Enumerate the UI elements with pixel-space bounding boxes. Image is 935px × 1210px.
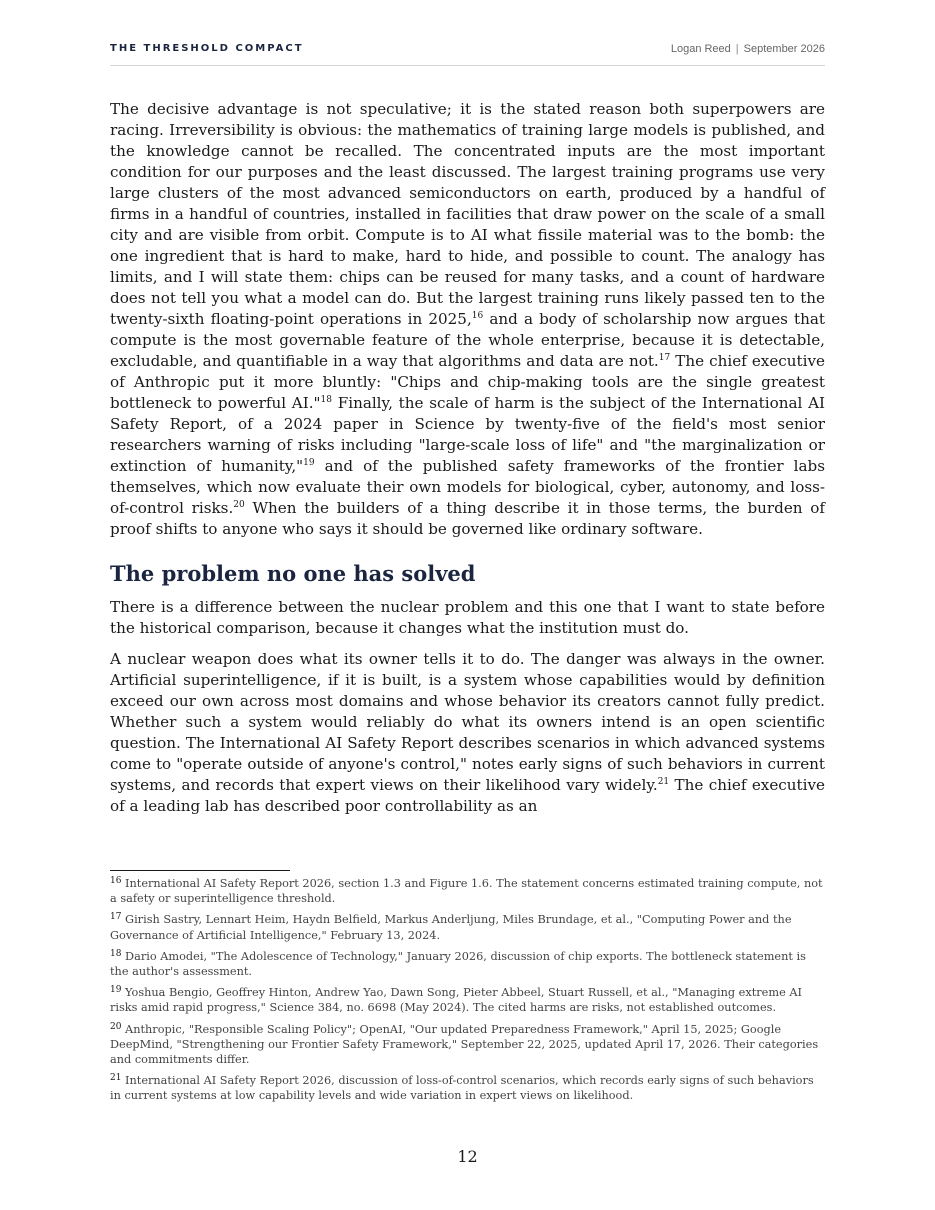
footnote-18 [110, 949, 825, 979]
body-paragraph-3 [110, 649, 825, 817]
footnote-17 [110, 912, 825, 942]
footnote-text: International AI Safety Report 2026, section 1.3 and Figure 1.6. The statement concerns estimated training compute, not a safety or superintelligence threshold. [110, 877, 823, 906]
running-header [110, 41, 825, 66]
paragraph-text: and of the published safety frameworks of the frontier labs themselves, which now evaluate their own models for biological, cyber, autonomy, and loss-of-control risks. [110, 457, 825, 517]
body-paragraph-2: There is a difference between the nuclear problem and this one that I want to state before the historical comparison, because it changes what the institution must do. [110, 598, 825, 637]
paragraph-text: When the builders of a thing describe it in those terms, the burden of proof shifts to anyone who says it should be governed like ordinary software. [110, 499, 826, 538]
footnote-19 [110, 985, 825, 1015]
paragraph-text: The chief executive of a leading lab has described poor controllability as an [110, 776, 825, 815]
paragraph-text: and a body of scholarship now argues that compute is the most governable feature of the whole enterprise, because it is detectable, excludable, and quantifiable in a way that algorithms and data are not. [110, 310, 826, 370]
footnote-number: 20 [110, 1021, 122, 1032]
body-paragraph-1 [110, 99, 825, 540]
footnote-text: Yoshua Bengio, Geoffrey Hinton, Andrew Yao, Dawn Song, Pieter Abbeel, Stuart Russell, et al., "Managing extreme AI risks amid rapid progress," Science 384, no. 6698 (May 2024). The cited harms are risks, not established outcomes. [110, 986, 802, 1015]
footnote-number: 17 [110, 912, 122, 923]
footnote-text: Girish Sastry, Lennart Heim, Haydn Belfield, Markus Anderljung, Miles Brundage, et al., "Computing Power and the Governance of Artificial Intelligence," February 13, 2024. [110, 913, 792, 942]
footnote-ref-17[interactable]: 17 [658, 353, 671, 363]
footnote-ref-19[interactable]: 19 [303, 458, 315, 468]
footnote-divider [110, 870, 290, 871]
paragraph-text: The chief executive of Anthropic put it more bluntly: "Chips and chip-making tools are the single greatest bottleneck to powerful AI." [110, 352, 825, 412]
footnote-21 [110, 1073, 825, 1103]
section-heading: The problem no one has solved [110, 561, 476, 586]
footnote-ref-16[interactable]: 16 [471, 311, 484, 321]
header-date: September 2026 [743, 43, 825, 55]
running-meta [671, 43, 825, 55]
paragraph-text: The decisive advantage is not speculative; it is the stated reason both superpowers are racing. Irreversibility is obvious: the mathematics of training large models is published, and the knowledge cannot be recalled. The concentrated inputs are the most important condition for our purposes and the least discussed. The largest training programs use very large clusters of the most advanced semiconductors on earth, produced by a handful of firms in a handful of countries, installed in facilities that draw power on the scale of a small city and are visible from orbit. Compute is to AI what fissile material was to the bomb: the one ingredient that is hard to make, hard to hide, and possible to count. The analogy has limits, and I will state them: chips can be reused for many tasks, and a count of hardware does not tell you what a model can do. But the largest training runs likely passed ten to the twenty-sixth floating-point operations in 2025, [110, 100, 825, 328]
main-text [110, 99, 825, 817]
footnote-number: 16 [110, 876, 122, 886]
footnote-number: 21 [110, 1073, 122, 1084]
footnote-ref-18[interactable]: 18 [320, 395, 332, 405]
footnote-16 [110, 876, 825, 906]
header-separator: | [735, 43, 739, 55]
paragraph-text: Finally, the scale of harm is the subject of the International AI Safety Report, of a 2024 paper in Science by twenty-five of the field's most senior researchers warning of risks including "large-scale loss of life" and "the marginalization or extinction of humanity," [110, 394, 825, 475]
footnote-20 [110, 1022, 825, 1068]
footnote-text: International AI Safety Report 2026, discussion of loss-of-control scenarios, which records early signs of such behaviors in current systems at low capability levels and wide variation in expert views on likelihood. [110, 1074, 814, 1103]
footnote-ref-21[interactable]: 21 [657, 777, 670, 787]
footnote-number: 19 [110, 985, 122, 996]
author-name: Logan Reed [670, 43, 731, 55]
footnote-number: 18 [110, 948, 122, 959]
footnote-text: Anthropic, "Responsible Scaling Policy"; OpenAI, "Our updated Preparedness Framework," April 15, 2025; Google DeepMind, "Strengthening our Frontier Safety Framework," September 22, 2025, updated April 17, 2026. Their categories and commitments differ. [110, 1022, 819, 1067]
footnote-ref-20[interactable]: 20 [233, 500, 245, 510]
paragraph-text: A nuclear weapon does what its owner tells it to do. The danger was always in the owner. Artificial superintelligence, if it is built, is a system whose capabilities would by definition exceed our own across most domains and whose behavior its creators cannot fully predict. Whether such a system would reliably do what its owners intend is an open scientific question. The International AI Safety Report describes scenarios in which advanced systems come to "operate outside of anyone's control," notes early signs of such behaviors in current systems, and records that expert views on their likelihood vary widely. [110, 650, 825, 794]
footnotes-section [110, 876, 825, 1110]
footnote-text: Dario Amodei, "The Adolescence of Technology," January 2026, discussion of chip exports. The bottleneck statement is the author's assessment. [110, 949, 806, 979]
running-title: THE THRESHOLD COMPACT [110, 43, 304, 54]
page-number: 12 [457, 1147, 478, 1166]
